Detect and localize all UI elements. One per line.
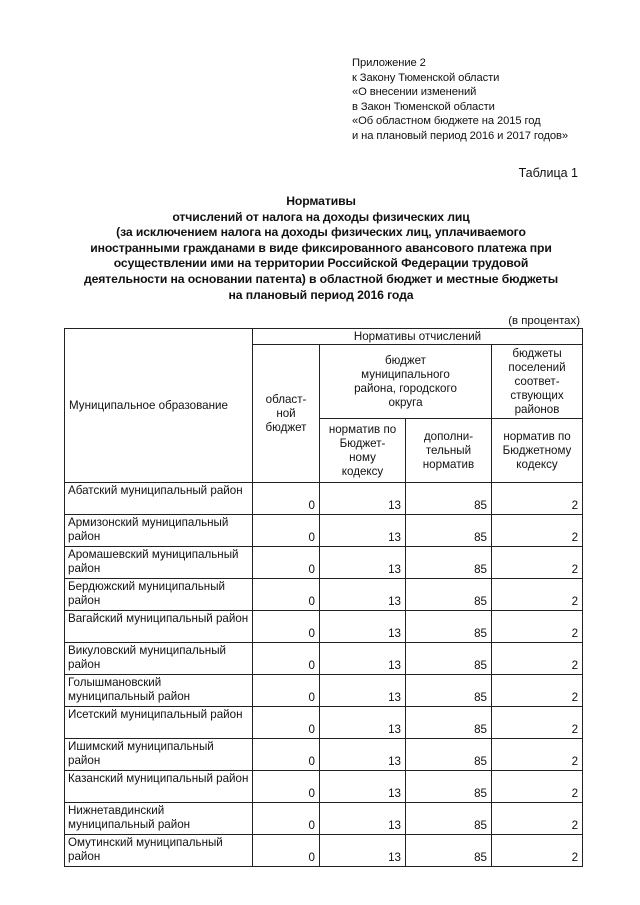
regional-value: 0 (253, 835, 320, 867)
title-line: отчислений от налога на доходы физических лиц (172, 209, 470, 224)
table-row (65, 483, 583, 515)
settlement-value: 2 (492, 803, 583, 835)
regional-value: 0 (253, 547, 320, 579)
district-additional-value: 85 (406, 515, 492, 547)
settlement-value: 2 (492, 515, 583, 547)
municipality-name: Нижнетавдинский муниципальный район (65, 803, 253, 835)
norms-table (64, 328, 583, 867)
title-line: Нормативы (286, 194, 356, 208)
settlement-value: 2 (492, 739, 583, 771)
appendix-line: и на плановый период 2016 и 2017 годов» (352, 129, 568, 142)
settlement-value: 2 (492, 835, 583, 867)
table-row (65, 739, 583, 771)
appendix-line: в Закон Тюменской области (352, 100, 495, 113)
header-norm-by-code (320, 419, 406, 483)
unit-note: (в процентах) (508, 315, 580, 327)
district-code-value: 13 (320, 739, 406, 771)
settlement-value: 2 (492, 579, 583, 611)
district-additional-value: 85 (406, 675, 492, 707)
district-code-value: 13 (320, 771, 406, 803)
district-additional-value: 85 (406, 803, 492, 835)
municipality-name: Голышмановский муниципальный район (65, 675, 253, 707)
district-code-value: 13 (320, 835, 406, 867)
regional-value: 0 (253, 675, 320, 707)
municipality-name: Абатский муниципальный район (65, 483, 253, 515)
table-row (65, 579, 583, 611)
header-norms: Нормативы отчислений (253, 329, 583, 345)
municipality-name: Казанский муниципальный район (65, 771, 253, 803)
table-row (65, 803, 583, 835)
header-norm-by-code-text: норматив по Бюджет- ному кодексу (328, 422, 397, 478)
header-settlement-norm-by-code-text: норматив по Бюджетному кодексу (502, 429, 572, 471)
table-body (65, 483, 583, 867)
settlement-value: 2 (492, 707, 583, 739)
table-row (65, 643, 583, 675)
regional-value: 0 (253, 611, 320, 643)
district-additional-value: 85 (406, 547, 492, 579)
appendix-reference (352, 56, 602, 144)
district-code-value: 13 (320, 803, 406, 835)
regional-value: 0 (253, 739, 320, 771)
district-code-value: 13 (320, 579, 406, 611)
appendix-line: «О внесении изменений (352, 86, 477, 99)
regional-value: 0 (253, 803, 320, 835)
municipality-name: Исетский муниципальный район (65, 707, 253, 739)
header-settlement-norm-by-code (492, 419, 583, 483)
header-regional-budget (253, 345, 320, 483)
title-line: на плановый период 2016 года (228, 287, 414, 302)
district-code-value: 13 (320, 675, 406, 707)
district-additional-value: 85 (406, 483, 492, 515)
table-row (65, 547, 583, 579)
header-municipality: Муниципальное образование (65, 329, 253, 483)
appendix-line: «Об областном бюджете на 2015 год (352, 115, 541, 128)
regional-value: 0 (253, 515, 320, 547)
table-row (65, 835, 583, 867)
district-additional-value: 85 (406, 579, 492, 611)
header-settlement-budget-text: бюджеты поселений соответ- ствующих районов (508, 346, 566, 416)
table-row (65, 771, 583, 803)
district-additional-value: 85 (406, 611, 492, 643)
district-additional-value: 85 (406, 707, 492, 739)
settlement-value: 2 (492, 771, 583, 803)
district-code-value: 13 (320, 515, 406, 547)
district-code-value: 13 (320, 643, 406, 675)
table-row (65, 611, 583, 643)
municipality-name: Бердюжский муниципальный район (65, 579, 253, 611)
regional-value: 0 (253, 707, 320, 739)
settlement-value: 2 (492, 643, 583, 675)
municipality-name: Викуловский муниципальный район (65, 643, 253, 675)
district-additional-value: 85 (406, 739, 492, 771)
settlement-value: 2 (492, 547, 583, 579)
table-row (65, 707, 583, 739)
title-line: осуществлении ими на территории Российской Федерации трудовой (113, 256, 529, 271)
regional-value: 0 (253, 483, 320, 515)
district-code-value: 13 (320, 707, 406, 739)
title-line: иностранными гражданами в виде фиксированного авансового платежа при (90, 240, 552, 255)
regional-value: 0 (253, 643, 320, 675)
municipality-name: Ишимский муниципальный район (65, 739, 253, 771)
appendix-line: к Закону Тюменской области (352, 71, 500, 84)
table-row (65, 675, 583, 707)
appendix-line: Приложение 2 (352, 57, 426, 69)
table-row (65, 515, 583, 547)
municipality-name: Вагайский муниципальный район (65, 611, 253, 643)
district-additional-value: 85 (406, 771, 492, 803)
header-district-budget (320, 345, 492, 419)
document-title (56, 194, 586, 303)
settlement-value: 2 (492, 611, 583, 643)
title-line: (за исключением налога на доходы физических лиц, уплачиваемого (116, 225, 526, 240)
header-additional-norm (406, 419, 492, 483)
district-additional-value: 85 (406, 643, 492, 675)
header-settlement-budget (492, 345, 583, 419)
municipality-name: Омутинский муниципальный район (65, 835, 253, 867)
settlement-value: 2 (492, 483, 583, 515)
municipality-name: Аромашевский муниципальный район (65, 547, 253, 579)
district-code-value: 13 (320, 611, 406, 643)
regional-value: 0 (253, 771, 320, 803)
header-regional-budget-text: област- ной бюджет (265, 392, 307, 434)
header-additional-norm-text: дополни- тельный норматив (422, 429, 475, 471)
district-additional-value: 85 (406, 835, 492, 867)
title-line: деятельности на основании патента) в областной бюджет и местные бюджеты (83, 271, 559, 286)
district-code-value: 13 (320, 547, 406, 579)
header-district-budget-text: бюджет муниципального района, городского округа (354, 353, 457, 409)
district-code-value: 13 (320, 483, 406, 515)
regional-value: 0 (253, 579, 320, 611)
municipality-name: Армизонский муниципальный район (65, 515, 253, 547)
table-number: Таблица 1 (518, 166, 578, 180)
settlement-value: 2 (492, 675, 583, 707)
